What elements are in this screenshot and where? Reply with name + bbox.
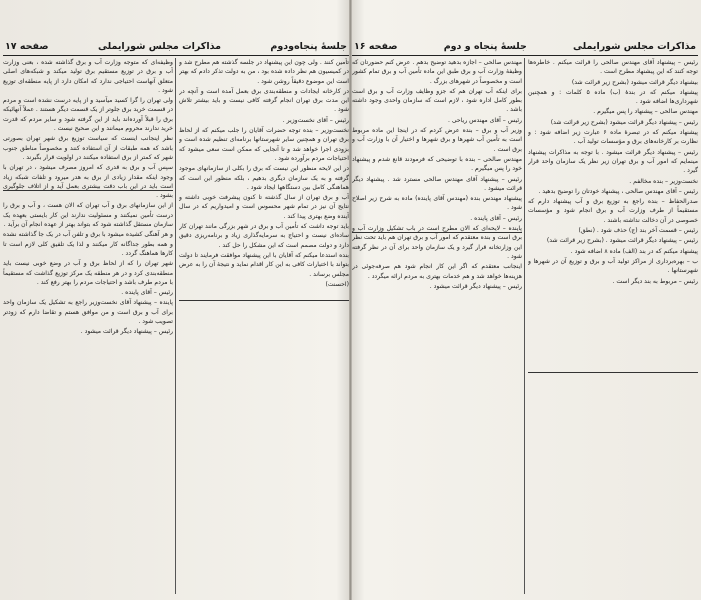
left-page-columns [3,58,349,596]
text-paragraph: رئیس – آقای پاینده . [121,289,173,297]
text-paragraph: و هر آهنگی کشیده میشود با برق و تلفن آب در یک جا گذاشته نشده و همه بطور جداگانه کار میکنند و لذا یک تلفیق کلی لازم است تا کارها هماهنگ گردد . [3,231,173,257]
text-paragraph: رئیس – پیشنهاد دیگر قرائت میشود . [429,282,522,290]
text-paragraph: رئیس – پیشنهاد دیگر قرائت میشود . [80,328,173,336]
right-page-columns [352,58,698,596]
text-paragraph: مهندس صالحی – اجازه بدهید توضیح بدهم . عرض کنم حضورتان که وظیفهٔ وزارت آب و برق طبق این ماده تأمین آب و برق تمام کشور است و مخصوصاً در شهرهای بزرگ . [352,59,522,85]
text-paragraph: وظیفه‌ای که متوجه وزارت آب و برق گذاشته شده ، بعنی وزارت آب و برق در توزیع مستقیم برق تولید میکند و شبکه‌های اصلی متعلق آنهاست احتیاجی ندارد که امکان دارد از پایه منطقه‌ای توزیع شود . [3,59,173,94]
journal-title: مذاکرات مجلس شورایملی [98,40,221,52]
session-title: جلسهٔ پنجاه و دوم [443,40,527,52]
text-paragraph: رئیس – آقای مهندس صالحی ، پیشنهاد خودتان را توضیح بدهید . [538,187,698,195]
text-paragraph: باید توجه داشت که تأمین آب و برق در شهر بزرگی مانند تهران کار ساده‌ای نیست و احتیاج به سرمایه‌گذاری زیاد و برنامه‌ریزی دقیق دارد و دولت مصمم است که این مشکل را حل کند . [179,223,349,249]
text-paragraph: سپس آب و برق به قدری که امروز مصرف میشود ، در تهران با وجود اینکه مقدار زیادی از برق به هدر میرود و تلفات شبکه زیاد است باید در این باب دقت بیشتری بعمل آید و از اتلاف جلوگیری بشود . [3,164,173,200]
text-paragraph: مهندس صالحی – بنده با توضیحی که فرمودند قانع شدم و پیشنهاد خود را پس میگیرم . [352,155,522,173]
text-paragraph: مهندس صالحی – پیشنهاد را پس میگیرم . [593,108,698,116]
text-paragraph: بنده استدعا میکنم که آقایان با این پیشنهاد موافقت فرمایند تا دولت بتواند با اختیارات کافی به این کار اقدام نماید و نتیجهٔ آن را به عرض مجلس برساند . [179,251,349,278]
page-number: صفحه ۱۷ [5,40,49,52]
text-paragraph: در کارخانه ایجادات و منطقه‌بندی برق بعمل آمده است و آنچه در این مدت برق تهران انجام گرفته کافی نیست و باید بیشتر تلاش شود . [179,87,349,114]
section-rule [528,372,698,373]
text-paragraph: پاینده – پیشنهاد آقای نخست‌وزیر راجع به تشکیل یک سازمان واحد برای آب و برق است و من موافق هستم و تقاضا دارم که زودتر تصویب شود . [3,299,173,326]
column-divider [524,58,525,594]
text-column-right [528,58,698,596]
text-paragraph: بیشنهاد دیگر قرائت میشود (بشرح زیر قرائت شد) [571,78,698,86]
text-paragraph: رئیس – مربوط به بند دیگر است . [612,277,698,285]
text-paragraph: رئیس – پیشنهاد دیگر قرائت میشود . (بشرح زیر قرائت شد) [546,237,698,245]
text-paragraph: رئیس – پیشنهاد دیگر قرائت میشود (بشرح زیر قرائت شد) [550,118,698,126]
column-divider [175,58,176,594]
text-paragraph: پیشنهاد میکنم که در بند (الف) ماده ۸ اضافه شود . [570,247,698,255]
text-paragraph: نظر اینجانب اینست که سیاست توزیع برق شهر تهران بصورتی باشد که همه طبقات از آن استفاده کنند و مخصوصاً مناطق جنوب شهر که کمتر از برق استفاده میکنند در اولویت قرار بگیرند . [3,135,173,161]
text-paragraph: پیشنهاد میکنم که در تبصرهٔ ماده ۶ عبارت زیر اضافه شود : و نظارت بر کارخانه‌های برق و مؤسسات تولید آب . [528,129,698,146]
text-paragraph: از این سازمانهای برق و آب تهران که الان هست ، و آب و برق را درست تأمین نمیکنند و مسئولیت ندارند این کار بایستی بعهده یک سازمان مستقل گذاشته شود که بتواند بهتر از عهده انجام آن برآید . [3,202,173,229]
right-page-header [352,38,698,56]
text-paragraph: رئیس – آقای پاینده . [470,214,522,222]
text-paragraph: ولی تهران را گرا کسید میآسید و از پایه درست نشده است و مردم در قسمت خرید برق جلوتر از یک قسمت دیگر هستند . عملاً آنهائیکه برق را قبلاً آورده‌اند باید از این گرفته شود و سایر مردم که قدرت خرید ندارند محروم میمانند و این صحیح نیست . [3,97,173,133]
text-paragraph: پیشنهاد مهندس بنده (مهندس آقای پاینده) ماده به شرح زیر اصلاح شود . [352,195,522,212]
text-paragraph: پاینده – لایحه‌ای که الان مطرح است در باب تشکیل وزارت آب و برق است و بنده معتقدم که امور آب و برق تهران هم باید تحت نظر این وزارتخانه قرار گیرد و یک سازمان واحد برای آن در نظر گرفته شود . [352,225,522,260]
session-title: جلسهٔ پنجاه‌ودوم [270,40,347,52]
journal-title: مذاکرات مجلس شورایملی [573,40,696,52]
section-rule [3,190,173,191]
text-paragraph: شهر تهران را که از لحاظ برق و آب در وضع خوبی نیست باید منطقه‌بندی کرد و در هر منطقه یک مرکز توزیع گذاشت که مستقیماً با مردم طرف باشد و احتیاجات مردم را بهتر رفع کند . [3,260,173,286]
text-column-right [179,58,349,596]
text-paragraph: (احسنت) [325,280,349,288]
text-paragraph: رئیس – پیشنهاد آقای مهندس صالحی مسترد شد . پیشنهاد دیگر قرائت میشود . [352,175,522,192]
text-paragraph: در این لایحه منظور این نیست که برق را بکلی از سازمانهای موجود گرفته و به یک سازمان دیگری بدهیم ، بلکه منظور این است که هماهنگی کامل بین دستگاهها ایجاد شود . [179,165,349,191]
text-paragraph: رئیس – آقای نخست‌وزیر . [282,116,349,124]
text-column-left [352,58,522,596]
text-paragraph: ب – بهره‌برداری از مراکز تولید آب و برق و توزیع آن در شهرها و شهرستانها . [528,257,698,275]
text-paragraph: رئیس – پیشنهاد دیگر قرائت میشود . با توجه به مذاکرات پیشنهاد مینمایم که امور آب و برق تهران زیر نظر یک سازمان واحد قرار گیرد . [528,148,698,175]
text-paragraph: رئیس – پیشنهاد آقای مهندس صالحی را قرائت میکنم . خاطره‌ها توجه کنند که این پیشنهاد مطرح است . [528,59,698,76]
text-paragraph: وزیر آب و برق – بنده عرض کردم که در اینجا این ماده مربوط است به تأمین آب شهرها و برق شهرها و اختیار آن با وزارت آب و برق است . [352,127,522,153]
text-paragraph: پیشنهاد میکنم که در بندهٔ (ب) ماده ۵ کلمات : و همچنین شهرداری‌ها اضافه شود . [528,88,698,106]
left-page-header [3,38,349,56]
text-paragraph: رئیس – آقای مهندس ریاحی . [447,116,522,124]
section-rule [352,232,522,233]
text-column-left [3,58,173,596]
section-rule [179,300,349,301]
text-paragraph: رئیس – قسمت آخر بند (ج) حذف شود . (نطق) [578,227,698,235]
text-paragraph: آب و برق تهران از سال گذشته تا کنون پیشرفت خوبی داشته و نتایج آن نیز در تمام شهر محسوس است و امیدواریم که در سال آینده وضع بهتری پیدا کند . [179,194,349,220]
text-paragraph: برای اینکه آب تهران هم که جزو وظایف وزارت آب و برق است بطور کامل اداره شود ، لازم است که سازمان واحدی وجود داشته باشد . [352,87,522,114]
right-page [352,0,698,600]
text-paragraph: نخست‌وزیر – بنده مخالفم . [629,177,698,185]
text-paragraph: صدر‌الحفاظ – بنده راجع به توزیع برق و آب پیشنهاد دارم که مستقیماً از طرف وزارت آب و برق انجام شود و مؤسسات خصوصی در آن دخالت نداشته باشند . [528,198,698,224]
text-paragraph: نخست‌وزیر – بنده توجه حضرات آقایان را جلب میکنم که از لحاظ برق تهران و همچنین سایر شهرستانها برنامه‌ای تنظیم شده است و بزودی اجرا خواهد شد و تا آنجایی که ممکن است سعی میشود که احتیاجات مردم برآورده شود . [179,127,349,162]
text-paragraph: اینجانب معتقدم که اگر این کار انجام شود هم صرفه‌جوئی در هزینه‌ها خواهد شد و هم خدمات بهتری به مردم ارائه میگردد . [352,263,522,280]
text-paragraph: تأمین کنند . ولی چون این پیشنهاد در جلسه گذشته هم مطرح شد و در کمیسیون هم نظر داده شده بود ، من به دولت تذکر دادم که بهتر است این موضوع دقیقاً روشن شود . [179,59,349,85]
page-number: صفحه ۱۶ [354,40,398,52]
left-page [3,0,349,600]
